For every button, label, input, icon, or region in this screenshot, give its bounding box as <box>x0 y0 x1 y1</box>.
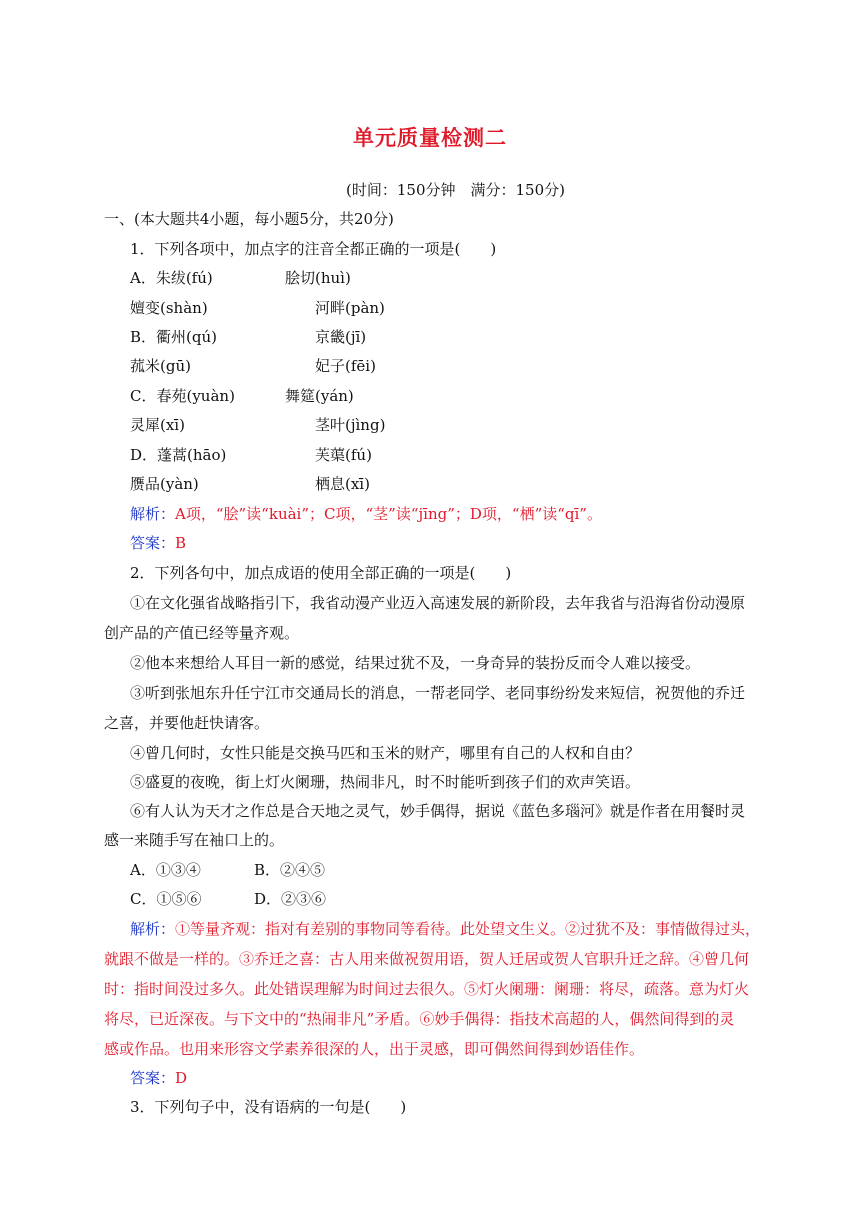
q1-option-d-left: D．蓬蒿(hāo) <box>130 446 227 464</box>
q2-sentence-6: ⑥有人认为天才之作总是合天地之灵气，妙手偶得，据说《蓝色多瑙河》就是作者在用餐时灵 <box>130 802 746 820</box>
q2-option-b: B．②④⑤ <box>254 861 326 879</box>
analysis-label: 解析： <box>130 920 176 938</box>
q1-option-a-right-2: 河畔(pàn) <box>315 299 385 317</box>
q2-option-a: A．①③④ <box>130 861 201 879</box>
question-2-stem: 2．下列各句中，加点成语的使用全部正确的一项是( ) <box>130 564 512 582</box>
q2-sentence-3: ③听到张旭东升任宁江市交通局长的消息，一帮老同学、老同事纷纷发来短信，祝贺他的乔迁 <box>130 684 746 702</box>
q1-option-a-right: 脍切(huì) <box>285 269 351 287</box>
q1-option-a-left-2: 嬗变(shàn) <box>130 299 208 317</box>
q2-sentence-1-cont: 创产品的产值已经等量齐观。 <box>104 624 300 642</box>
q2-sentence-4: ④曾几何时，女性只能是交换马匹和玉米的财产，哪里有自己的人权和自由？ <box>130 744 641 762</box>
q1-answer <box>130 533 186 553</box>
question-3-stem: 3．下列句子中，没有语病的一句是( ) <box>130 1098 407 1116</box>
q1-option-c-right-2: 茎叶(jìng) <box>315 416 386 434</box>
answer-label: 答案： <box>130 534 176 552</box>
page-title: 单元质量检测二 <box>353 126 507 150</box>
q1-option-b-right-2: 妃子(fēi) <box>315 357 376 375</box>
exam-meta: (时间：150分钟 满分：150分) <box>346 181 565 199</box>
q1-option-c-right: 舞筵(yán) <box>285 387 354 405</box>
q2-option-c: C．①⑤⑥ <box>130 890 202 908</box>
q1-option-d-right-2: 栖息(xī) <box>315 475 370 493</box>
q2-sentence-2: ②他本来想给人耳目一新的感觉，结果过犹不及，一身奇异的装扮反而令人难以接受。 <box>130 654 701 672</box>
q2-answer <box>130 1068 187 1088</box>
analysis-text: ①等量齐观：指对有差别的事物同等看待。此处望文生义。②过犹不及：事情做得过头， <box>175 920 761 938</box>
q1-option-b-right: 京畿(jī) <box>315 328 367 346</box>
q1-option-d-right: 芙蕖(fú) <box>315 446 372 464</box>
question-1-stem: 1．下列各项中，加点字的注音全都正确的一项是( ) <box>130 240 497 258</box>
q2-sentence-3-cont: 之喜，并要他赶快请客。 <box>104 714 270 732</box>
q2-analysis-line-2: 就跟不做是一样的。③乔迁之喜：古人用来做祝贺用语，贺人迁居或贺人官职升迁之辞。④曾几何 <box>104 950 750 968</box>
q2-analysis-line-1 <box>130 919 760 939</box>
analysis-text: A项，“脍”读“kuài”；C项，“茎”读“jīng”；D项，“栖”读“qī”。 <box>175 505 602 523</box>
q2-sentence-1: ①在文化强省战略指引下，我省动漫产业迈入高速发展的新阶段，去年我省与沿海省份动漫原 <box>130 594 746 612</box>
q2-analysis-line-3: 时：指时间没过多久。此处错误理解为时间过去很久。⑤灯火阑珊：阑珊：将尽，疏落。意为灯火 <box>104 980 750 998</box>
answer-value: B <box>175 534 187 552</box>
q2-option-d: D．②③⑥ <box>254 890 327 908</box>
q2-analysis-line-5: 感或作品。也用来形容文学素养很深的人，出于灵感，即可偶然间得到妙语佳作。 <box>104 1040 645 1058</box>
answer-value: D <box>175 1069 188 1087</box>
q2-sentence-6-cont: 感一来随手写在袖口上的。 <box>104 831 285 849</box>
q1-option-c-left: C．春苑(yuàn) <box>130 387 235 405</box>
q1-option-b-left-2: 菰米(gū) <box>130 357 191 375</box>
q2-sentence-5: ⑤盛夏的夜晚，街上灯火阑珊，热闹非凡，时不时能听到孩子们的欢声笑语。 <box>130 773 641 791</box>
q1-option-c-left-2: 灵犀(xī) <box>130 416 185 434</box>
q1-option-d-left-2: 赝品(yàn) <box>130 475 199 493</box>
analysis-label: 解析： <box>130 505 176 523</box>
q1-option-a-left: A．朱绂(fú) <box>130 269 213 287</box>
section-heading: 一、(本大题共4小题，每小题5分，共20分) <box>104 210 394 228</box>
q1-option-b-left: B．衢州(qú) <box>130 328 217 346</box>
answer-label: 答案： <box>130 1069 176 1087</box>
q1-analysis <box>130 504 602 524</box>
q2-analysis-line-4: 将尽，已近深夜。与下文中的“热闹非凡”矛盾。⑥妙手偶得：指技术高超的人，偶然间得到的灵 <box>104 1010 735 1028</box>
